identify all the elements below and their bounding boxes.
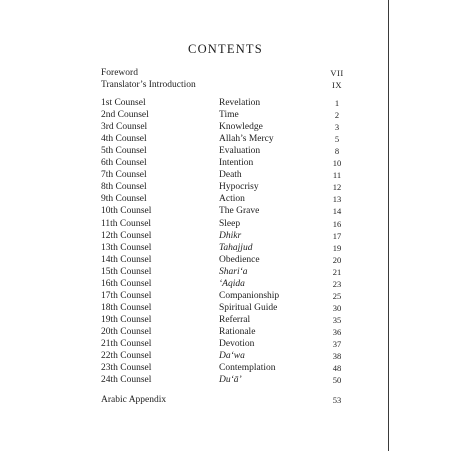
toc-entry-label: 16th Counsel	[101, 278, 152, 289]
toc-counsel-row	[0, 230, 451, 242]
toc-page-number: 1	[334, 98, 340, 108]
toc-counsel-row	[0, 193, 451, 205]
toc-page-number: 12	[332, 182, 342, 193]
toc-page-number: 21	[332, 266, 342, 277]
toc-entry-topic: Death	[219, 170, 242, 181]
toc-page-number: 48	[332, 363, 342, 374]
toc-counsel-row	[0, 97, 451, 109]
toc-entry-label: 13th Counsel	[101, 242, 152, 253]
page-title: CONTENTS	[188, 42, 263, 56]
toc-counsel-row	[0, 133, 451, 145]
toc-counsel-row	[0, 362, 451, 374]
toc-entry-label: 7th Counsel	[101, 170, 147, 181]
toc-page-number: 25	[332, 290, 342, 301]
toc-entry-label: 12th Counsel	[101, 230, 152, 241]
toc-entry-topic: Time	[219, 110, 239, 121]
toc-counsel-row	[0, 350, 451, 362]
toc-entry-label: 2nd Counsel	[101, 110, 149, 121]
toc-entry-label: 11th Counsel	[101, 218, 152, 229]
toc-page-number: 38	[332, 351, 342, 362]
toc-entry-topic: ‘Aqida	[219, 278, 245, 289]
toc-entry-topic: Du‘ā’	[219, 375, 242, 386]
toc-entry-topic: Companionship	[219, 290, 280, 301]
toc-entry-topic: Sleep	[219, 218, 241, 229]
toc-page-number: 3	[334, 122, 340, 133]
toc-entry-topic: Intention	[219, 158, 254, 169]
toc-counsel-row	[0, 374, 451, 386]
toc-entry-label: 19th Counsel	[101, 314, 152, 325]
toc-counsel-row	[0, 205, 451, 217]
toc-entry-topic: Evaluation	[219, 146, 261, 157]
toc-counsel-row	[0, 145, 451, 157]
toc-entry-label: 23th Counsel	[101, 363, 152, 374]
toc-counsel-row	[0, 242, 451, 254]
toc-entry-topic: Dhikr	[219, 230, 242, 241]
toc-entry-topic: Rationale	[219, 326, 256, 337]
toc-entry-label: 24th Counsel	[101, 375, 152, 386]
toc-entry-topic: Devotion	[219, 339, 255, 349]
toc-entry-label: 21th Counsel	[101, 339, 152, 349]
toc-entry-topic: Contemplation	[219, 363, 276, 374]
toc-entry-topic: Revelation	[219, 98, 261, 108]
toc-entry-label: 17th Counsel	[101, 290, 152, 301]
toc-page-number: VII	[330, 68, 344, 78]
toc-counsel-row	[0, 181, 451, 193]
toc-entry-label: 1st Counsel	[101, 98, 146, 108]
toc-entry-topic: Hypocrisy	[219, 182, 259, 193]
toc-entry-topic: Da‘wa	[219, 351, 245, 362]
toc-page-number: 36	[332, 326, 342, 337]
toc-entry-topic: Allah’s Mercy	[219, 134, 274, 145]
toc-front-matter-row	[0, 79, 451, 91]
toc-entry-topic: Action	[219, 194, 245, 205]
toc-counsel-row	[0, 157, 451, 169]
toc-counsel-row	[0, 109, 451, 121]
toc-counsel-row	[0, 121, 451, 133]
toc-page-number: 50	[332, 375, 342, 386]
toc-entry-topic: Tahajjud	[219, 242, 253, 253]
toc-entry-label: 4th Counsel	[101, 134, 147, 145]
toc-page-number: 8	[334, 146, 340, 157]
toc-page-number: 2	[334, 110, 340, 121]
toc-entry-label: 22th Counsel	[101, 351, 152, 362]
toc-counsel-row	[0, 326, 451, 338]
toc-entry-label: 8th Counsel	[101, 182, 147, 193]
toc-entry-label: 9th Counsel	[101, 194, 147, 205]
toc-entry-topic: Obedience	[219, 254, 260, 265]
toc-counsel-row	[0, 290, 451, 302]
toc-entry-label: 20th Counsel	[101, 326, 152, 337]
toc-page-number: 13	[332, 194, 342, 205]
toc-page-number: 35	[332, 314, 342, 325]
toc-page-number: 14	[332, 206, 342, 217]
toc-page-number: 11	[332, 170, 342, 181]
toc-page-number: 53	[332, 395, 342, 405]
toc-page-number: 23	[332, 278, 342, 289]
toc-counsel-row	[0, 169, 451, 181]
toc-entry-label: Translator’s Introduction	[101, 80, 196, 91]
toc-entry-label: Foreword	[101, 68, 138, 78]
toc-counsel-row	[0, 314, 451, 326]
toc-entry-label: 6th Counsel	[101, 158, 147, 169]
toc-entry-label: Arabic Appendix	[101, 395, 167, 405]
toc-entry-topic: Referral	[219, 314, 251, 325]
toc-page-number: 37	[332, 339, 342, 349]
toc-entry-label: 18th Counsel	[101, 302, 152, 313]
toc-page-number: 20	[332, 254, 342, 265]
toc-entry-label: 14th Counsel	[101, 254, 152, 265]
toc-page-number: 30	[332, 302, 342, 313]
toc-entry-label: 3rd Counsel	[101, 122, 148, 133]
toc-entry-label: 5th Counsel	[101, 146, 147, 157]
toc-counsel-row	[0, 218, 451, 230]
toc-back-matter-row	[0, 394, 451, 406]
toc-entry-topic: Spiritual Guide	[219, 302, 278, 313]
toc-entry-label: 10th Counsel	[101, 206, 152, 217]
toc-page-number: 19	[332, 242, 342, 253]
toc-counsel-row	[0, 278, 451, 290]
toc-entry-topic: Knowledge	[219, 122, 263, 133]
toc-counsel-row	[0, 254, 451, 266]
toc-counsel-row	[0, 266, 451, 278]
toc-page-number: 17	[332, 230, 342, 241]
toc-page-number: 10	[332, 158, 342, 169]
toc-counsel-row	[0, 338, 451, 350]
toc-page-number: 5	[334, 134, 340, 145]
toc-front-matter-row	[0, 67, 451, 79]
toc-page-number: IX	[332, 80, 342, 91]
toc-entry-label: 15th Counsel	[101, 266, 152, 277]
toc-page-number: 16	[332, 218, 342, 229]
toc-entry-topic: Shari‘a	[219, 266, 248, 277]
toc-counsel-row	[0, 302, 451, 314]
toc-entry-topic: The Grave	[219, 206, 260, 217]
